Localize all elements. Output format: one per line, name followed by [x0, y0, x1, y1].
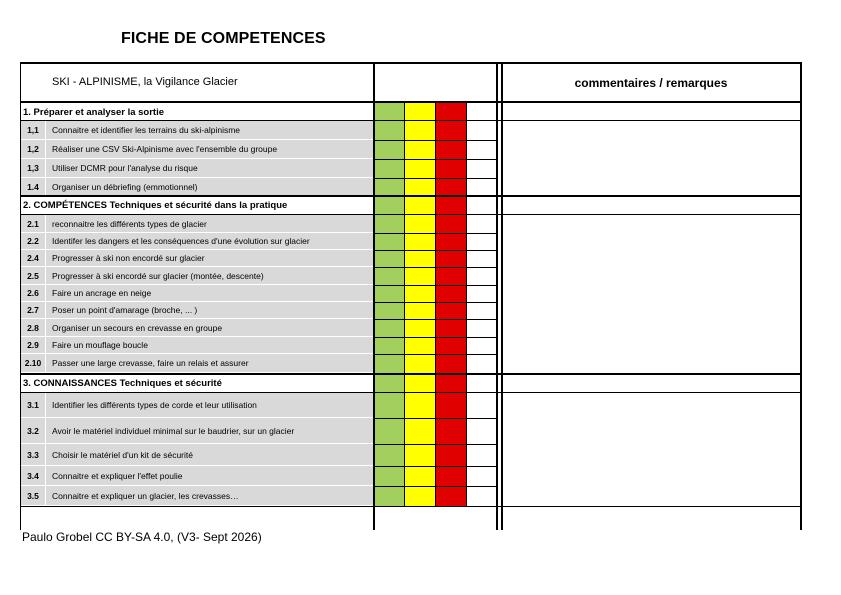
- item-number: 2.9: [21, 337, 46, 353]
- table-row: [21, 393, 373, 418]
- table-row: [21, 354, 373, 373]
- item-text: Utiliser DCMR pour l'analyse du risque: [52, 163, 198, 173]
- item-text: Identifier les différents types de corde et leur utilisation: [52, 400, 257, 410]
- table-row: [21, 215, 373, 233]
- table-row: [21, 178, 373, 196]
- table-row: [21, 285, 373, 302]
- grid-line: [20, 62, 802, 64]
- item-text: Connaitre et expliquer l'effet poulie: [52, 470, 183, 481]
- item-number: 2.7: [21, 302, 46, 318]
- item-number: 1,1: [21, 121, 46, 139]
- item-number: 3.4: [21, 466, 46, 485]
- item-text: Identifer les dangers et les conséquences d'une évolution sur glacier: [52, 236, 310, 246]
- item-number: 2.5: [21, 267, 46, 284]
- item-text: Progresser à ski non encordé sur glacier: [52, 253, 205, 263]
- item-number: 1,2: [21, 140, 46, 158]
- grid-line: [373, 62, 375, 530]
- grid-line: [800, 62, 802, 530]
- grid-line: [20, 373, 802, 375]
- table-row: [21, 121, 373, 140]
- grid-line: [501, 62, 503, 530]
- item-number: 2.8: [21, 319, 46, 336]
- grid-line: [20, 62, 21, 530]
- table-row: [21, 140, 373, 159]
- item-number: 2.4: [21, 250, 46, 266]
- item-number: 2.6: [21, 285, 46, 301]
- item-number: 2.2: [21, 233, 46, 249]
- item-text: Connaitre et expliquer un glacier, les crevasses…: [52, 490, 239, 501]
- grid-line: [20, 214, 802, 215]
- item-number: 2.1: [21, 215, 46, 232]
- item-text: Choisir le matériel d'un kit de sécurité: [52, 449, 193, 460]
- table-row: [21, 233, 373, 250]
- grid-line: [20, 120, 802, 121]
- table-row: [21, 418, 373, 444]
- table-row: [21, 267, 373, 285]
- grid-line: [20, 392, 802, 393]
- item-text: reconnaitre les différents types de glacier: [52, 218, 207, 229]
- sheet-subject: SKI - ALPINISME, la Vigilance Glacier: [52, 76, 238, 88]
- table-row: [21, 302, 373, 319]
- page-title: FICHE DE COMPETENCES: [121, 30, 326, 47]
- table-row: [21, 159, 373, 178]
- item-text: Avoir le matériel individuel minimal sur le baudrier, sur un glacier: [52, 425, 295, 436]
- grid-line: [20, 101, 802, 103]
- table-row: [21, 486, 373, 506]
- grid-line: [20, 195, 802, 197]
- item-number: 3.5: [21, 486, 46, 505]
- item-number: 1.4: [21, 178, 46, 195]
- section-title: 1. Préparer et analyser la sortie: [23, 106, 164, 118]
- section-header-1: [21, 103, 373, 121]
- item-text: Réaliser une CSV Ski-Alpinisme avec l'ensemble du groupe: [52, 144, 278, 154]
- grid-line: [20, 506, 802, 507]
- table-row: [21, 444, 373, 466]
- item-text: Faire un ancrage en neige: [52, 288, 152, 298]
- item-number: 3.1: [21, 393, 46, 417]
- item-text: Progresser à ski encordé sur glacier (montée, descente): [52, 270, 264, 281]
- comments-header: commentaires / remarques: [574, 76, 728, 90]
- item-number: 1,3: [21, 159, 46, 177]
- item-text: Organiser un débriefing (emmotionnel): [52, 181, 198, 192]
- item-text: Connaitre et identifier les terrains du ski-alpinisme: [52, 125, 241, 135]
- section-title: 3. CONNAISSANCES Techniques et sécurité: [23, 377, 222, 389]
- item-text: Passer une large crevasse, faire un relais et assurer: [52, 358, 249, 368]
- footer-credit: Paulo Grobel CC BY-SA 4.0, (V3- Sept 2026): [22, 530, 262, 544]
- item-number: 3.3: [21, 444, 46, 465]
- item-text: Poser un point d'amarage (broche, ... ): [52, 305, 198, 315]
- grid-line: [404, 102, 405, 506]
- table-row: [21, 337, 373, 354]
- item-number: 2.10: [21, 354, 46, 372]
- grid-line: [435, 102, 436, 506]
- table-row: [21, 319, 373, 337]
- item-number: 3.2: [21, 418, 46, 443]
- table-row: [21, 466, 373, 486]
- rating-column-red: [435, 102, 466, 506]
- item-text: Organiser un secours en crevasse en groupe: [52, 322, 223, 333]
- rating-column-yellow: [404, 102, 435, 506]
- rating-column-green: [374, 102, 404, 506]
- section-header-2: [21, 196, 373, 214]
- grid-line: [466, 102, 467, 506]
- item-text: Faire un mouflage boucle: [52, 340, 148, 350]
- section-title: 2. COMPÉTENCES Techniques et sécurité dans la pratique: [23, 199, 288, 211]
- grid-line: [496, 62, 498, 530]
- table-row: [21, 250, 373, 267]
- section-header-3: [21, 374, 373, 392]
